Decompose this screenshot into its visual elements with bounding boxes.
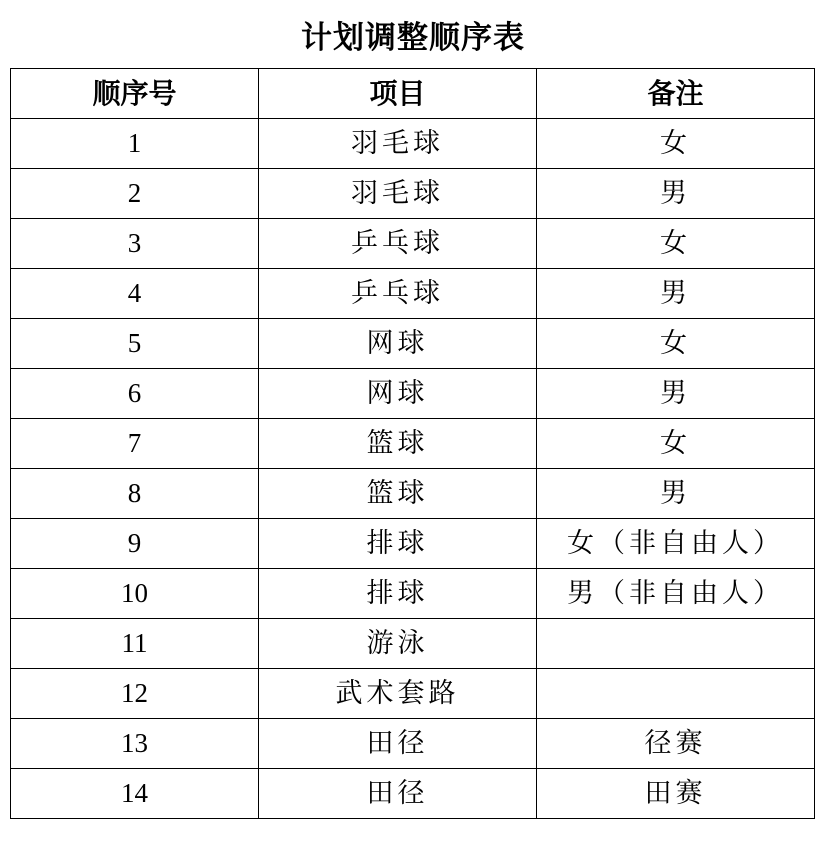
cell-item: 网球 xyxy=(259,369,537,419)
cell-note xyxy=(537,619,815,669)
cell-number: 13 xyxy=(11,719,259,769)
header-note: 备注 xyxy=(537,69,815,119)
cell-item: 田径 xyxy=(259,769,537,819)
cell-note: 女 xyxy=(537,219,815,269)
cell-item: 武术套路 xyxy=(259,669,537,719)
table-row xyxy=(11,369,815,419)
cell-note: 女 xyxy=(537,319,815,369)
cell-number: 3 xyxy=(11,219,259,269)
table-row xyxy=(11,669,815,719)
cell-item: 乒乓球 xyxy=(259,219,537,269)
cell-note: 径赛 xyxy=(537,719,815,769)
cell-item: 网球 xyxy=(259,319,537,369)
cell-note xyxy=(537,669,815,719)
header-number: 顺序号 xyxy=(11,69,259,119)
cell-note: 男（非自由人） xyxy=(537,569,815,619)
table-title: 计划调整顺序表 xyxy=(301,20,525,56)
cell-item: 田径 xyxy=(259,719,537,769)
table-row xyxy=(11,469,815,519)
table-row xyxy=(11,269,815,319)
cell-item: 篮球 xyxy=(259,469,537,519)
table-row xyxy=(11,519,815,569)
cell-note: 男 xyxy=(537,469,815,519)
header-item: 项目 xyxy=(259,69,537,119)
cell-note: 女 xyxy=(537,119,815,169)
cell-number: 4 xyxy=(11,269,259,319)
cell-note: 田赛 xyxy=(537,769,815,819)
cell-number: 8 xyxy=(11,469,259,519)
cell-number: 14 xyxy=(11,769,259,819)
table-row xyxy=(11,169,815,219)
cell-note: 女（非自由人） xyxy=(537,519,815,569)
table-row xyxy=(11,569,815,619)
cell-number: 5 xyxy=(11,319,259,369)
cell-number: 1 xyxy=(11,119,259,169)
cell-item: 游泳 xyxy=(259,619,537,669)
table-header-row xyxy=(11,69,815,119)
table-row xyxy=(11,319,815,369)
cell-note: 女 xyxy=(537,419,815,469)
cell-item: 羽毛球 xyxy=(259,169,537,219)
cell-item: 羽毛球 xyxy=(259,119,537,169)
cell-number: 6 xyxy=(11,369,259,419)
cell-number: 11 xyxy=(11,619,259,669)
cell-number: 7 xyxy=(11,419,259,469)
cell-item: 篮球 xyxy=(259,419,537,469)
table-row xyxy=(11,719,815,769)
schedule-table xyxy=(10,68,815,819)
cell-note: 男 xyxy=(537,169,815,219)
cell-item: 排球 xyxy=(259,569,537,619)
cell-number: 9 xyxy=(11,519,259,569)
cell-number: 2 xyxy=(11,169,259,219)
cell-note: 男 xyxy=(537,369,815,419)
cell-item: 乒乓球 xyxy=(259,269,537,319)
table-row xyxy=(11,219,815,269)
table-row xyxy=(11,119,815,169)
cell-number: 12 xyxy=(11,669,259,719)
table-row xyxy=(11,769,815,819)
cell-item: 排球 xyxy=(259,519,537,569)
cell-number: 10 xyxy=(11,569,259,619)
table-row xyxy=(11,419,815,469)
cell-note: 男 xyxy=(537,269,815,319)
table-row xyxy=(11,619,815,669)
